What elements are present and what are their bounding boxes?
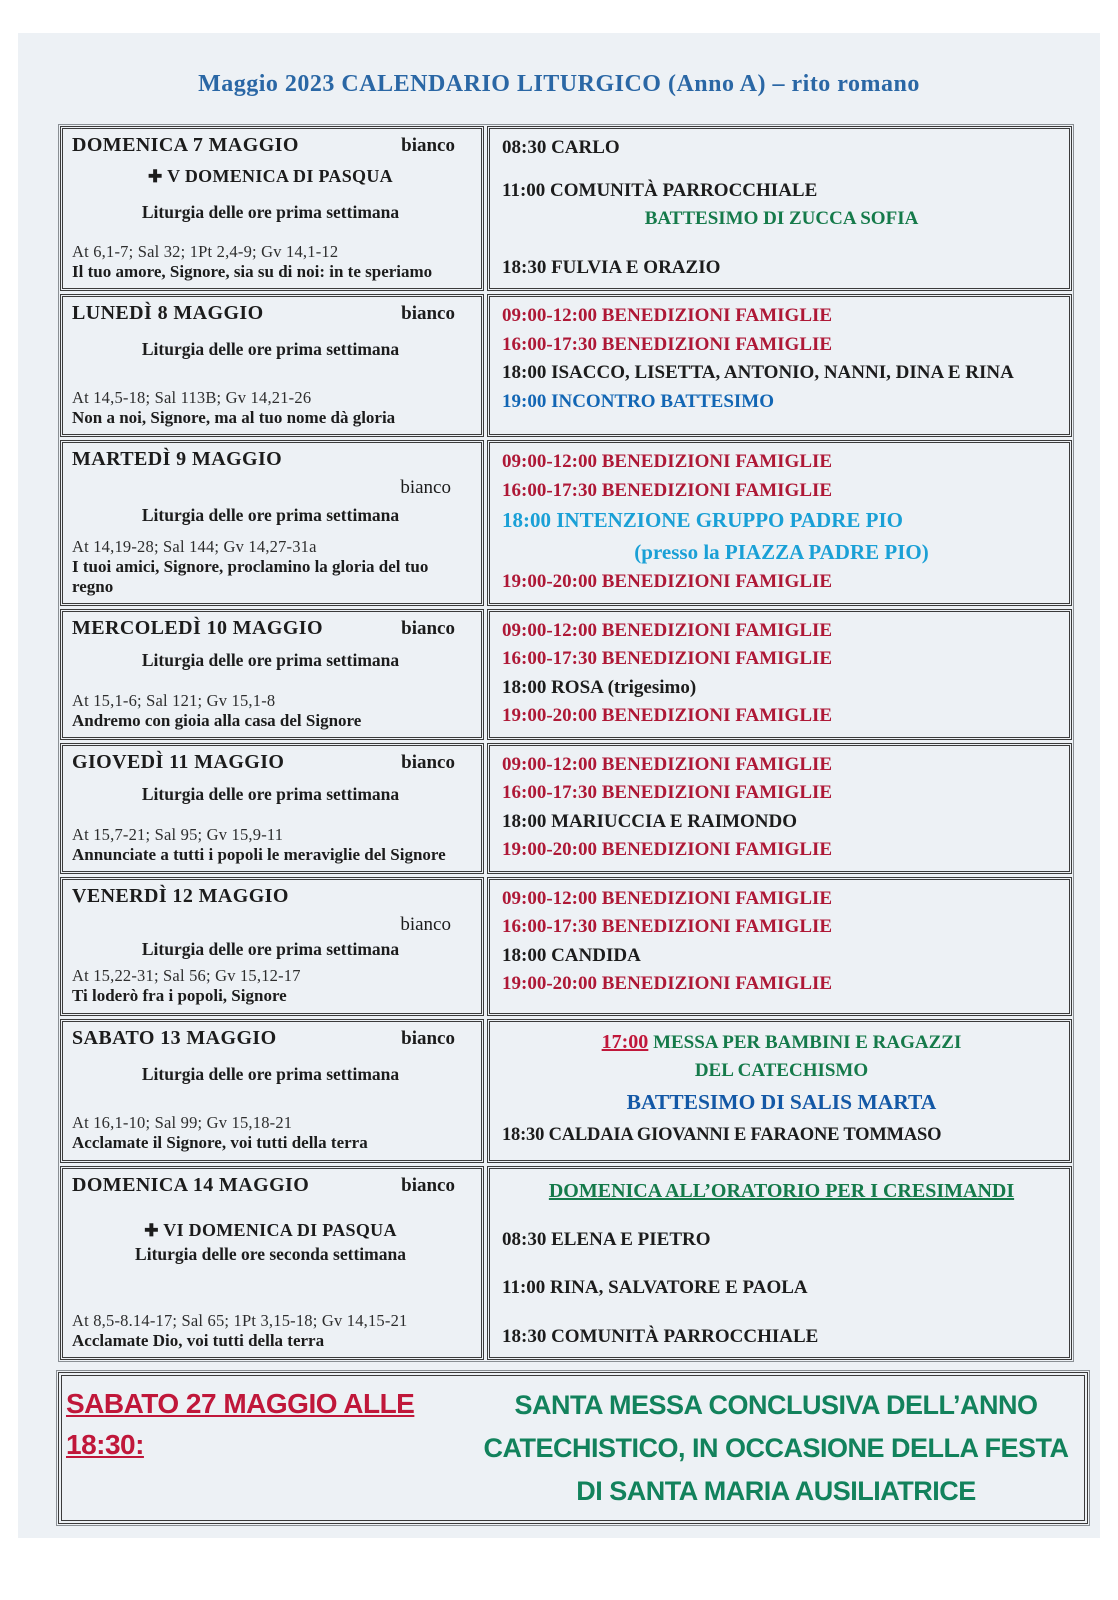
liturgical-color: bianco xyxy=(401,1174,455,1196)
announcement-text xyxy=(474,1384,1078,1514)
schedule-cell xyxy=(487,1166,1072,1361)
readings-block xyxy=(72,966,469,1006)
event-line: DEL CATECHISMO xyxy=(694,1060,869,1081)
day-name: LUNEDÌ 8 MAGGIO xyxy=(72,302,264,324)
schedule-cell xyxy=(487,877,1072,1016)
psalm-line: Andremo con gioia alla casa del Signore xyxy=(72,710,362,730)
psalm-line: Acclamate il Signore, voi tutti della terra xyxy=(72,1133,368,1153)
cross-icon: ✚ xyxy=(144,1220,159,1240)
cross-icon: ✚ xyxy=(148,167,163,187)
table-row xyxy=(60,877,1072,1016)
event-line: BATTESIMO DI ZUCCA SOFIA xyxy=(644,208,919,229)
psalm-line: Annunciate a tutti i popoli le meraviglie del Signore xyxy=(72,844,446,864)
day-middle xyxy=(72,166,469,223)
event-line: 19:00-20:00 BENEDIZIONI FAMIGLIE xyxy=(502,705,833,726)
day-header xyxy=(72,617,469,640)
psalm-line: Il tuo amore, Signore, sia su di noi: in te speriamo xyxy=(72,261,433,281)
readings-line: At 15,7-21; Sal 95; Gv 15,9-11 xyxy=(72,824,284,844)
day-info-cell xyxy=(60,609,484,740)
liturgia-line: Liturgia delle ore prima settimana xyxy=(141,1063,400,1084)
liturgia-line: Liturgia delle ore prima settimana xyxy=(141,339,400,359)
event-line: 08:30 CARLO xyxy=(502,137,620,158)
event-line: 16:00-17:30 BENEDIZIONI FAMIGLIE xyxy=(502,648,833,669)
day-info-cell xyxy=(60,877,484,1016)
liturgia-line: Liturgia delle ore prima settimana xyxy=(141,649,400,670)
event-line: BATTESIMO DI SALIS MARTA xyxy=(626,1089,937,1114)
day-middle xyxy=(72,939,469,960)
announcement-line: DI SANTA MARIA AUSILIATRICE xyxy=(576,1476,976,1507)
readings-block xyxy=(72,388,469,428)
event-line: 18:30 FULVIA E ORAZIO xyxy=(502,256,721,278)
feast-title xyxy=(72,1220,469,1241)
day-middle xyxy=(72,784,469,805)
event-line: 16:00-17:30 BENEDIZIONI FAMIGLIE xyxy=(502,916,833,937)
readings-line: At 14,5-18; Sal 113B; Gv 14,21-26 xyxy=(72,388,312,407)
day-middle xyxy=(72,1220,469,1265)
readings-line: At 16,1-10; Sal 99; Gv 15,18-21 xyxy=(72,1113,293,1133)
event-line: 19:00-20:00 BENEDIZIONI FAMIGLIE xyxy=(502,571,833,592)
liturgia-line: Liturgia delle ore prima settimana xyxy=(141,783,400,804)
schedule-cell xyxy=(487,126,1072,291)
schedule-cell xyxy=(487,743,1072,874)
event-line: 09:00-12:00 BENEDIZIONI FAMIGLIE xyxy=(502,887,833,909)
event-line: 09:00-12:00 BENEDIZIONI FAMIGLIE xyxy=(502,305,833,326)
event-line: 09:00-12:00 BENEDIZIONI FAMIGLIE xyxy=(502,753,833,775)
liturgia-line: Liturgia delle ore seconda settimana xyxy=(135,1243,406,1264)
event-line: 11:00 COMUNITÀ PARROCCHIALE xyxy=(502,179,818,201)
event-line: 18:00 CANDIDA xyxy=(502,944,641,966)
event-line: 16:00-17:30 BENEDIZIONI FAMIGLIE xyxy=(502,782,833,803)
readings-line: At 8,5-8.14-17; Sal 65; 1Pt 3,15-18; Gv 14,15-21 xyxy=(72,1310,408,1330)
day-header xyxy=(72,134,469,157)
readings-block xyxy=(72,537,469,597)
liturgical-color: bianco xyxy=(400,913,451,935)
day-header xyxy=(72,885,469,908)
scanned-page xyxy=(18,33,1100,1538)
event-line: 18:30 CALDAIA GIOVANNI E FARAONE TOMMASO xyxy=(502,1124,942,1145)
table-row xyxy=(60,609,1072,740)
liturgical-color: bianco xyxy=(401,303,455,324)
event-time: 17:00 xyxy=(601,1030,649,1053)
day-header xyxy=(72,448,469,471)
table-row xyxy=(60,440,1072,606)
schedule-cell xyxy=(487,294,1072,437)
day-name: DOMENICA 7 MAGGIO xyxy=(72,134,299,156)
announcement-line: CATECHISTICO, IN OCCASIONE DELLA FESTA xyxy=(483,1433,1069,1464)
table-row xyxy=(60,1166,1072,1361)
feast-title xyxy=(72,166,469,187)
announcement-date-label: SABATO 27 MAGGIO ALLE 18:30: xyxy=(66,1388,415,1460)
readings-line: At 15,22-31; Sal 56; Gv 15,12-17 xyxy=(72,966,301,986)
liturgical-color: bianco xyxy=(400,477,451,498)
table-row xyxy=(60,294,1072,437)
event-line: 16:00-17:30 BENEDIZIONI FAMIGLIE xyxy=(502,333,833,355)
event-line: 09:00-12:00 BENEDIZIONI FAMIGLIE xyxy=(502,451,833,472)
event-line: 09:00-12:00 BENEDIZIONI FAMIGLIE xyxy=(502,619,833,641)
readings-block xyxy=(72,1113,469,1153)
day-info-cell xyxy=(60,1019,484,1163)
schedule-cell xyxy=(487,440,1072,606)
day-info-cell xyxy=(60,743,484,874)
day-header xyxy=(72,751,469,774)
page-title: Maggio 2023 CALENDARIO LITURGICO (Anno A) – rito romano xyxy=(198,71,920,97)
liturgical-color: bianco xyxy=(401,1027,455,1049)
readings-line: At 14,19-28; Sal 144; Gv 14,27-31a xyxy=(72,536,317,556)
event-line: 19:00-20:00 BENEDIZIONI FAMIGLIE xyxy=(502,973,833,994)
announcement-line: SANTA MESSA CONCLUSIVA DELL’ANNO xyxy=(514,1390,1038,1420)
day-info-cell xyxy=(60,126,484,291)
event-line: (presso la PIAZZA PADRE PIO) xyxy=(634,539,929,564)
psalm-line: Non a noi, Signore, ma al tuo nome dà gloria xyxy=(72,408,396,427)
event-line: 16:00-17:30 BENEDIZIONI FAMIGLIE xyxy=(502,479,833,501)
event-text: MESSA PER BAMBINI E RAGAZZI xyxy=(653,1031,962,1053)
day-info-cell xyxy=(60,440,484,606)
event-line: 18:00 ISACCO, LISETTA, ANTONIO, NANNI, DINA E RINA xyxy=(502,362,1014,383)
table-row xyxy=(60,1019,1072,1163)
day-header xyxy=(72,1027,469,1050)
day-middle xyxy=(72,505,469,526)
liturgical-calendar-table xyxy=(58,124,1074,1362)
schedule-cell xyxy=(487,609,1072,740)
day-name: VENERDÌ 12 MAGGIO xyxy=(72,884,289,907)
event-line: 18:00 ROSA (trigesimo) xyxy=(502,676,697,698)
day-name: SABATO 13 MAGGIO xyxy=(72,1026,277,1049)
readings-line: At 6,1-7; Sal 32; 1Pt 2,4-9; Gv 14,1-12 xyxy=(72,241,339,261)
event-line: 19:00 INCONTRO BATTESIMO xyxy=(502,390,775,412)
psalm-line: Acclamate Dio, voi tutti della terra xyxy=(72,1330,325,1350)
day-name: DOMENICA 14 MAGGIO xyxy=(72,1173,310,1196)
liturgia-line: Liturgia delle ore prima settimana xyxy=(141,202,400,223)
event-line: 08:30 ELENA E PIETRO xyxy=(502,1228,711,1250)
table-row xyxy=(60,743,1072,874)
day-name: MARTEDÌ 9 MAGGIO xyxy=(72,448,283,470)
readings-line: At 15,1-6; Sal 121; Gv 15,1-8 xyxy=(72,690,276,710)
liturgia-line: Liturgia delle ore prima settimana xyxy=(141,938,400,959)
psalm-line: I tuoi amici, Signore, proclamino la gloria del tuo regno xyxy=(72,556,429,596)
table-row xyxy=(60,126,1072,291)
readings-block xyxy=(72,825,469,865)
day-info-cell xyxy=(60,1166,484,1361)
readings-block xyxy=(72,691,469,731)
event-line: DOMENICA ALL’ORATORIO PER I CRESIMANDI xyxy=(548,1179,1015,1202)
day-info-cell xyxy=(60,294,484,437)
day-middle xyxy=(72,1064,469,1085)
event-line xyxy=(502,1027,1061,1058)
day-name: GIOVEDÌ 11 MAGGIO xyxy=(72,750,285,773)
liturgical-color: bianco xyxy=(401,751,455,773)
readings-block xyxy=(72,242,469,282)
psalm-line: Ti loderò fra i popoli, Signore xyxy=(72,986,287,1006)
liturgical-color: bianco xyxy=(401,617,455,639)
event-line: 11:00 RINA, SALVATORE E PAOLA xyxy=(502,1277,808,1298)
event-line: 19:00-20:00 BENEDIZIONI FAMIGLIE xyxy=(502,839,833,860)
day-name: MERCOLEDÌ 10 MAGGIO xyxy=(72,616,323,639)
day-header xyxy=(72,1174,469,1197)
liturgical-color: bianco xyxy=(401,135,455,156)
announcement-box xyxy=(58,1372,1088,1524)
event-line: 18:00 INTENZIONE GRUPPO PADRE PIO xyxy=(502,508,903,532)
feast-label: VI DOMENICA DI PASQUA xyxy=(163,1219,397,1240)
schedule-cell xyxy=(487,1019,1072,1163)
event-line: 18:00 MARIUCCIA E RAIMONDO xyxy=(502,810,798,832)
liturgia-line: Liturgia delle ore prima settimana xyxy=(141,504,400,525)
feast-label: V DOMENICA DI PASQUA xyxy=(167,166,393,187)
readings-block xyxy=(72,1311,469,1351)
day-middle xyxy=(72,650,469,671)
day-header xyxy=(72,302,469,325)
event-line: 18:30 COMUNITÀ PARROCCHIALE xyxy=(502,1325,819,1347)
day-middle xyxy=(72,339,469,360)
